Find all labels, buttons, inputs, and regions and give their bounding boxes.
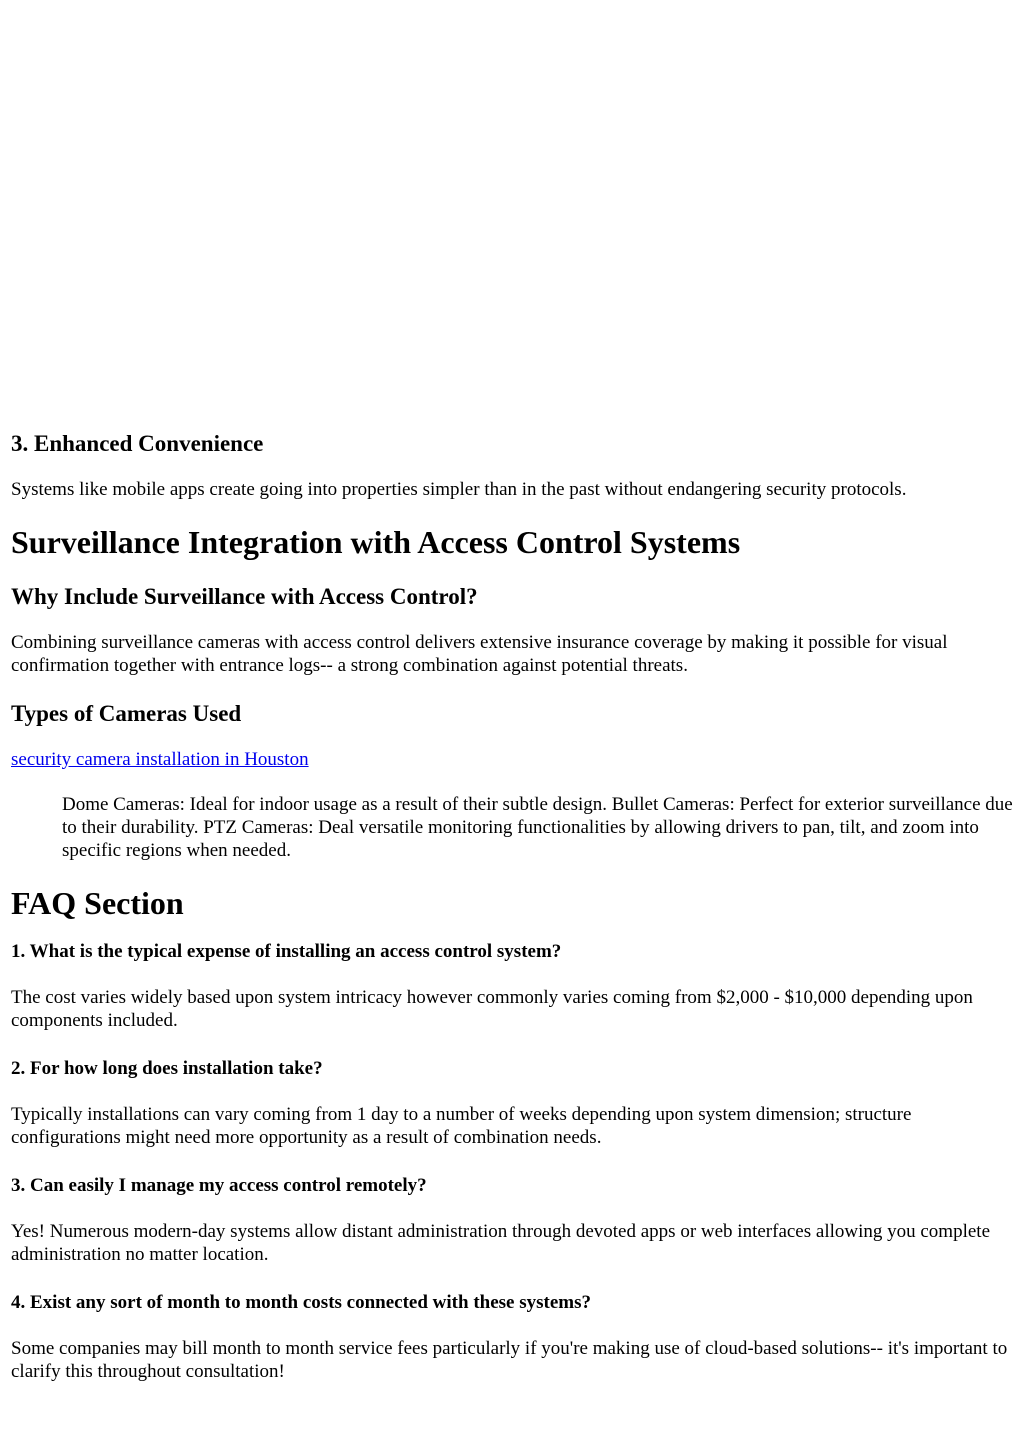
- article-content: [11, 425, 1013, 1383]
- faq-answer: The cost varies widely based upon system intricacy however commonly varies coming from $2,000 - $10,000 depending upon components included.: [11, 987, 973, 1031]
- faq-item: [11, 940, 1013, 1032]
- camera-types-blockquote: Dome Cameras: Ideal for indoor usage as a result of their subtle design. Bullet Cameras: Perfect for exterior surveillance due to their durability. PTZ Cameras: Deal versatile monitoring functionalities by allowing drivers to pan, tilt, and zoom into specific regions when needed.: [62, 794, 1013, 861]
- why-include-text: Combining surveillance cameras with access control delivers extensive insurance coverage by making it possible for visual confirmation together with entrance logs-- a strong combination against potential threats.: [11, 632, 948, 676]
- surveillance-heading: Surveillance Integration with Access Control Systems: [11, 524, 741, 560]
- faq-question: 2. For how long does installation take?: [11, 1058, 323, 1079]
- why-include-heading: Why Include Surveillance with Access Control?: [11, 584, 478, 609]
- faq-item: [11, 1174, 1013, 1266]
- faq-item: [11, 1057, 1013, 1149]
- faq-question: 1. What is the typical expense of installing an access control system?: [11, 941, 562, 962]
- faq-item: [11, 1291, 1013, 1383]
- types-of-cameras-heading: Types of Cameras Used: [11, 701, 242, 726]
- faq-answer: Yes! Numerous modern-day systems allow distant administration through devoted apps or web interfaces allowing you complete administration no matter location.: [11, 1221, 991, 1265]
- faq-answer: Typically installations can vary coming from 1 day to a number of weeks depending upon system dimension; structure configurations might need more opportunity as a result of combination needs.: [11, 1104, 912, 1148]
- faq-answer: Some companies may bill month to month service fees particularly if you're making use of cloud-based solutions-- it's important to clarify this throughout consultation!: [11, 1338, 1008, 1382]
- enhanced-convenience-heading: 3. Enhanced Convenience: [11, 431, 264, 456]
- faq-heading: FAQ Section: [11, 885, 184, 921]
- blank-image-area: [0, 0, 1024, 425]
- security-camera-link[interactable]: security camera installation in Houston: [11, 749, 309, 770]
- faq-question: 4. Exist any sort of month to month costs connected with these systems?: [11, 1292, 592, 1313]
- enhanced-convenience-text: Systems like mobile apps create going into properties simpler than in the past without endangering security protocols.: [11, 479, 907, 500]
- faq-question: 3. Can easily I manage my access control remotely?: [11, 1175, 427, 1196]
